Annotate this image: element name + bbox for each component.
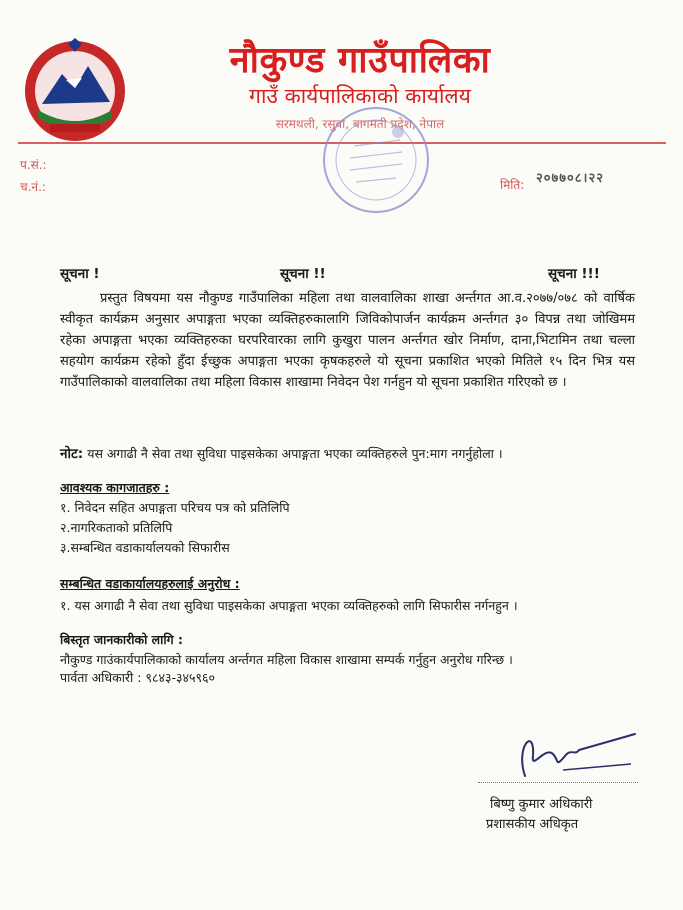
nepal-emblem-logo [20, 36, 130, 146]
documents-heading: आवश्यक कागजातहरु : [60, 480, 170, 495]
handwritten-signature [505, 726, 645, 786]
org-title: नौकुण्ड गाउँपालिका [229, 40, 491, 81]
org-subtitle: गाउँ कार्यपालिकाको कार्यालय [249, 84, 471, 108]
signatory-designation: प्रशासकीय अधिकृत [486, 817, 579, 832]
document-item-3: ३.सम्बन्धित वडाकार्यालयको सिफारीस [60, 540, 230, 555]
signatory-name: बिष्णु कुमार अधिकारी [490, 797, 593, 812]
notice-paragraph: प्रस्तुत विषयमा यस नौकुण्ड गाउँपालिका महिला तथा वालवालिका शाखा अर्न्तगत आ.व.२०७७/०७८ को वार्षिक स्वीकृत कार्यक्रम अनुसार अपाङ्गता भएका व्यक्तिहरुकालागि जिविकोपार्जन कार्यक्रम अर्न्तगत ३० विपन्न तथा जोखिमम रहेका अपाङ्गता भएका व्यक्तिहरुका घरपरिवारका लागि कुखुरा पालन अर्न्तगत खोर निर्माण, दाना,भिटामिन तथा चल्ला सहयोग कार्यक्रम रहेको हुँदा ईच्छुक अपाङ्गता भएका कृषकहरुले यो सूचना प्रकाशित भएको मितिले १५ दिन भित्र यस गाउँपालिकाको वालवालिका तथा महिला विकास शाखामा निवेदन पेश गर्नहुन यो सूचना प्रकाशित गरिएको छ । [60, 291, 635, 390]
date-label: मिति: [500, 178, 525, 192]
contact-phone-line: पार्वता अधिकारी : ९८४३-३४५९६० [60, 670, 215, 685]
date-value: २०७७०८।२२ [536, 171, 605, 186]
org-address: सरमथली, रसुवा, बागमती प्रदेश, नेपाल [275, 117, 445, 131]
document-item-1: १. निवेदन सहित अपाङ्गता परिचय पत्र को प्रतिलिपि [60, 500, 290, 515]
note-text: यस अगाढी नै सेवा तथा सुविधा पाइसकेका अपाङ्गता भएका व्यक्तिहरुले पुन:माग नगर्नुहोला । [87, 446, 503, 461]
contact-heading: बिस्तृत जानकारीको लागि : [60, 632, 184, 647]
ward-request-heading: सम्बन्धित वडाकार्यालयहरुलाई अनुरोध : [60, 576, 240, 591]
note-line [60, 444, 640, 464]
note-label: नोट: [60, 446, 84, 462]
notice-heading-center: सूचना !! [280, 266, 326, 282]
notice-heading-left: सूचना ! [60, 266, 100, 282]
contact-line-1: नौकुण्ड गाउंकार्यपालिकाको कार्यालय अर्न्तगत महिला विकास शाखामा सम्पर्क गर्नुहुन अनुरोध गरिन्छ । [60, 652, 513, 667]
office-seal-stamp [318, 102, 434, 218]
dispatch-number-label: च.नं.: [20, 180, 46, 194]
signature-line [478, 782, 638, 783]
document-item-2: २.नागरिकताको प्रतिलिपि [60, 520, 173, 535]
notice-heading-right: सूचना !!! [548, 266, 600, 282]
ward-request-text: १. यस अगाढी नै सेवा तथा सुविधा पाइसकेका अपाङ्गता भएका व्यक्तिहरुको लागि सिफारीस नर्गनहुन । [60, 598, 518, 613]
reference-number-label: प.सं.: [20, 158, 47, 172]
